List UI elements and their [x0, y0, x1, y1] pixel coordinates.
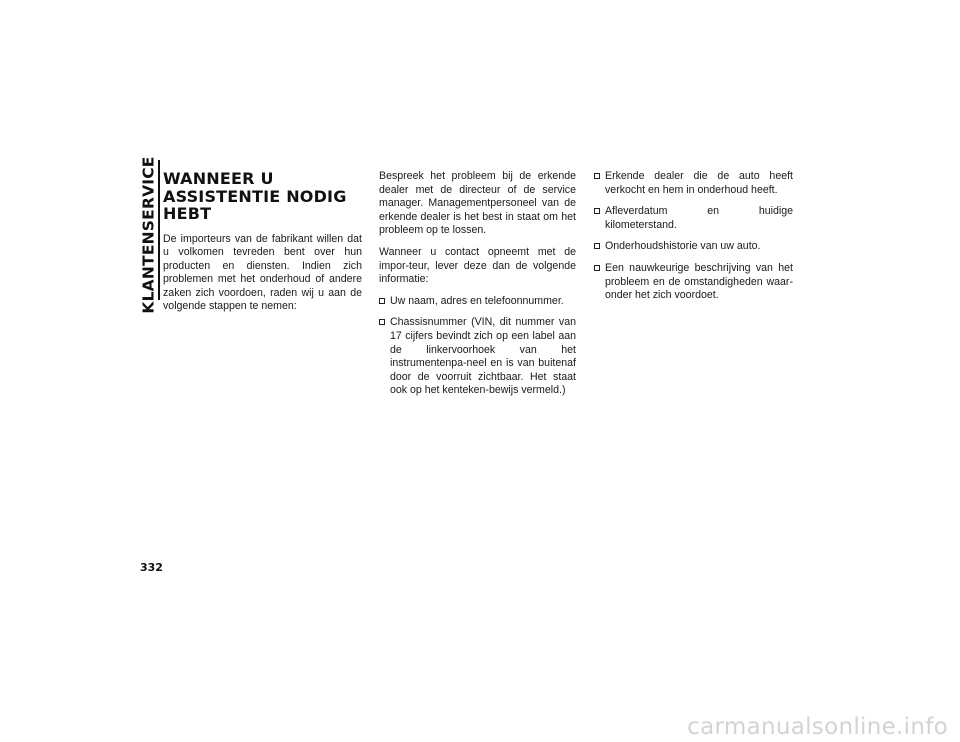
checkbox-bullet-icon: [594, 173, 600, 179]
list-item: [594, 262, 793, 303]
dealer-paragraph: Bespreek het probleem bij de erkende dealer met de directeur of de service manager. Managementpersoneel van de erkende dealer is het best in staat om het probleem op te lossen.: [379, 170, 576, 237]
list-item-text: Erkende dealer die de auto heeft verkocht en hem in onderhoud heeft.: [605, 170, 793, 196]
checkbox-bullet-icon: [594, 243, 600, 249]
section-side-tab: [138, 156, 160, 314]
checkbox-bullet-icon: [594, 265, 600, 271]
checkbox-bullet-icon: [379, 319, 385, 325]
checkbox-bullet-icon: [379, 298, 385, 304]
section-heading: WANNEER U ASSISTENTIE NODIG HEBT: [163, 169, 347, 223]
list-item-text: Chassisnummer (VIN, dit nummer van 17 cijfers bevindt zich op een label aan de linkervoorhoek van het instrumentenpa-neel en is van buitenaf door de voorruit zichtbaar. Het staat ook op het kenteken-bewijs vermeld.): [390, 316, 576, 397]
watermark: carmanualsonline.info: [687, 714, 948, 740]
list-item: [379, 316, 576, 398]
list-item-text: Uw naam, adres en telefoonnummer.: [390, 294, 564, 307]
list-item-text: Onderhoudshistorie van uw auto.: [605, 240, 761, 253]
list-item: [594, 170, 793, 197]
list-item: [379, 295, 576, 309]
page-number: 332: [140, 561, 163, 574]
intro-paragraph: De importeurs van de fabrikant willen dat u volkomen tevreden bent over hun producten en diensten. Indien zich problemen met het onderhoud of andere zaken zich voordoen, raden wij u aan de volgende stappen te nemen:: [163, 232, 362, 313]
column-3: [594, 170, 793, 311]
list-item-text: Afleverdatum en huidige kilometerstand.: [605, 205, 793, 231]
section-divider-line: [158, 160, 160, 300]
column-1: [163, 170, 362, 322]
list-item: [594, 205, 793, 232]
contact-paragraph: Wanneer u contact opneemt met de impor-teur, lever deze dan de volgende informatie:: [379, 245, 576, 286]
list-item: [594, 240, 793, 254]
checkbox-bullet-icon: [594, 208, 600, 214]
column-2: [379, 170, 576, 406]
list-item-text: Een nauwkeurige beschrijving van het probleem en de omstandigheden waar-onder het zich voordoet.: [605, 261, 793, 302]
section-label: KLANTENSERVICE: [140, 156, 159, 314]
